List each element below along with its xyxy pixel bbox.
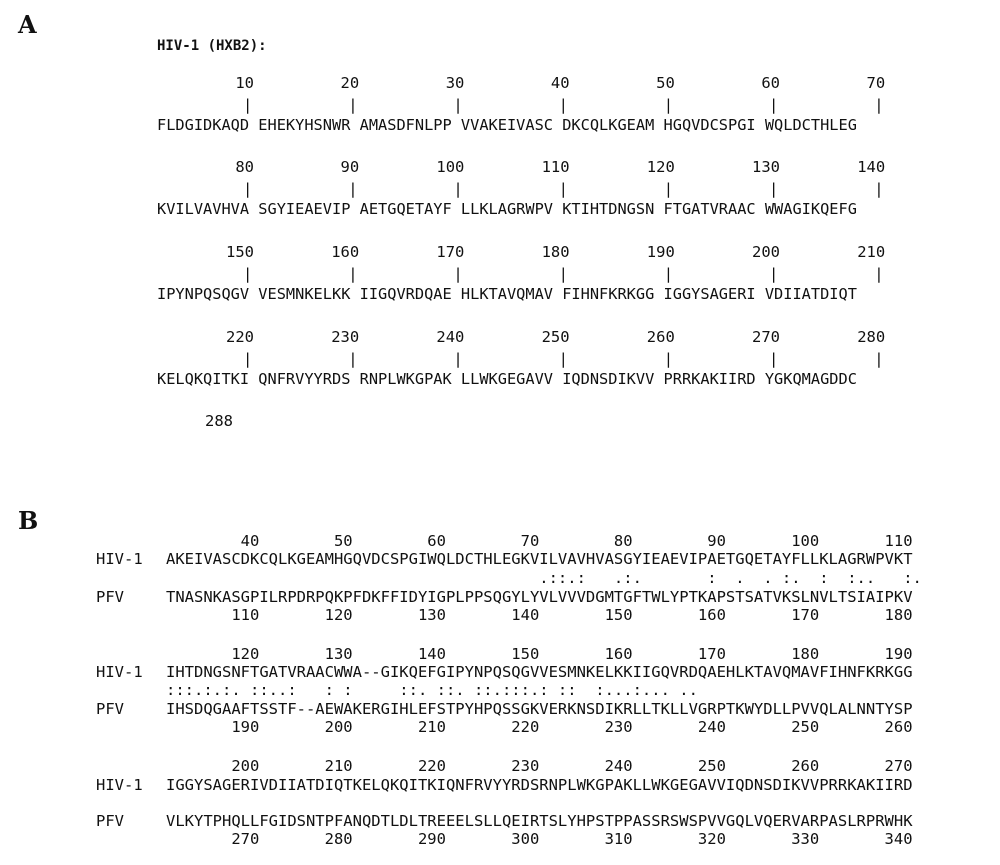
hiv-sequence: IGGYSAGERIVDIIATDIQTKELQKQITKIQNFRVYYRDSRNPLWKGPAKLLWKGEGAVVIQDNSDIKVVPRRKAKIIRD (166, 776, 913, 794)
protein-sequence: FLDGIDKAQD EHEKYHSNWR AMASDFNLPP VVAKEIVASC DKCQLKGEAM HGQVDCSPGI WQLDCTHLEG (157, 116, 857, 134)
position-tick: | (874, 96, 884, 114)
position-tick: | (769, 350, 779, 368)
position-tick: | (874, 350, 884, 368)
position-number: 100 (436, 158, 465, 176)
similarity-markers: .::.: .:. : . . :. : :.. :. (166, 569, 922, 587)
position-tick: | (243, 265, 253, 283)
pfv-sequence: VLKYTPHQLLFGIDSNTPFANQDTLDLTREEELSLLQEIRTSLYHPSTPPASSRSWSPVVGQLVQERVARPASLRPRWHK (166, 812, 913, 830)
position-tick: | (558, 350, 568, 368)
position-number: 170 (436, 243, 465, 261)
position-tick: | (769, 180, 779, 198)
position-tick: | (453, 350, 463, 368)
sequence-title: HIV-1 (HXB2): (157, 38, 267, 54)
position-tick: | (348, 265, 358, 283)
position-number: 280 (857, 328, 886, 346)
position-number: 70 (866, 74, 886, 92)
sequence-block (157, 74, 897, 134)
protein-sequence: IPYNPQSQGV VESMNKELKK IIGQVRDQAE HLKTAVQMAV FIHNFKRKGG IGGYSAGERI VDIIATDIQT (157, 285, 857, 303)
position-tick: | (663, 180, 674, 198)
position-number: 40 (550, 74, 570, 92)
hiv-sequence-name: HIV-1 (96, 663, 143, 681)
position-tick: | (558, 180, 568, 198)
position-tick: | (243, 180, 253, 198)
position-number: 140 (857, 158, 886, 176)
position-number: 180 (541, 243, 570, 261)
sequence-end-number: 288 (205, 412, 233, 430)
position-number: 60 (761, 74, 780, 92)
position-tick: | (348, 180, 358, 198)
position-tick: | (453, 265, 463, 283)
position-number: 120 (646, 158, 675, 176)
pfv-position-numbers: 270 280 290 300 310 320 330 340 (166, 830, 913, 848)
hiv-sequence-name: HIV-1 (96, 776, 143, 794)
position-number: 250 (541, 328, 570, 346)
position-number: 110 (541, 158, 570, 176)
position-number: 260 (646, 328, 675, 346)
position-tick: | (243, 350, 253, 368)
position-tick: | (348, 350, 358, 368)
pfv-position-numbers: 190 200 210 220 230 240 250 260 (166, 718, 913, 736)
hiv-position-numbers: 120 130 140 150 160 170 180 190 (166, 645, 913, 663)
position-tick: | (769, 96, 779, 114)
sequence-block (157, 243, 897, 303)
panel-a-label: A (18, 10, 37, 39)
position-number: 230 (331, 328, 360, 346)
position-number: 270 (752, 328, 780, 346)
position-number: 240 (436, 328, 465, 346)
position-number: 20 (340, 74, 360, 92)
sequence-block (157, 328, 897, 388)
position-tick: | (558, 96, 568, 114)
protein-sequence: KVILVAVHVA SGYIEAEVIP AETGQETAYF LLKLAGRWPV KTIHTDNGSN FTGATVRAAC WWAGIKQEFG (157, 200, 857, 218)
position-tick: | (874, 180, 884, 198)
position-tick: | (453, 96, 463, 114)
pfv-position-numbers: 110 120 130 140 150 160 170 180 (166, 606, 913, 624)
position-tick: | (453, 180, 463, 198)
position-number: 30 (445, 74, 465, 92)
pfv-sequence: IHSDQGAAFTSSTF--AEWAKERGIHLEFSTPYHPQSSGKVERKNSDIKRLLTKLLVGRPTKWYDLLPVVQLALNNTYSP (166, 700, 913, 718)
pfv-sequence-name: PFV (96, 588, 124, 606)
hiv-position-numbers: 200 210 220 230 240 250 260 270 (166, 757, 913, 775)
position-number: 50 (656, 74, 675, 92)
position-number: 190 (646, 243, 675, 261)
position-tick: | (243, 96, 253, 114)
position-number: 80 (235, 158, 254, 176)
sequence-block (157, 158, 897, 218)
hiv-sequence-name: HIV-1 (96, 550, 143, 568)
position-tick: | (769, 265, 779, 283)
position-tick: | (663, 350, 674, 368)
pfv-sequence-name: PFV (96, 812, 124, 830)
position-tick: | (348, 96, 358, 114)
position-number: 10 (235, 74, 254, 92)
position-number: 130 (752, 158, 780, 176)
position-tick: | (663, 265, 674, 283)
pfv-sequence: TNASNKASGPILRPDRPQKPFDKFFIDYIGPLPPSQGYLYVLVVVDGMTGFTWLYPTKAPSTSATVKSLNVLTSIAIPKV (166, 588, 913, 606)
position-tick: | (558, 265, 568, 283)
hiv-sequence: AKEIVASCDKCQLKGEAMHGQVDCSPGIWQLDCTHLEGKVILVAVHVASGYIEAEVIPAETGQETAYFLLKLAGRWPVKT (166, 550, 913, 568)
position-number: 210 (857, 243, 886, 261)
position-number: 90 (340, 158, 360, 176)
position-number: 200 (752, 243, 780, 261)
panel-b-label: B (18, 506, 39, 535)
protein-sequence: KELQKQITKI QNFRVYYRDS RNPLWKGPAK LLWKGEGAVV IQDNSDIKVV PRRKAKIIRD YGKQMAGDDC (157, 370, 857, 388)
position-number: 220 (226, 328, 254, 346)
position-number: 160 (331, 243, 360, 261)
hiv-sequence: IHTDNGSNFTGATVRAACWWA--GIKQEFGIPYNPQSQGVVESMNKELKKIIGQVRDQAEHLKTAVQMAVFIHNFKRKGG (166, 663, 913, 681)
hiv-position-numbers: 40 50 60 70 80 90 100 110 (166, 532, 913, 550)
position-tick: | (874, 265, 884, 283)
similarity-markers: :::.:.:. ::..: : : ::. ::. ::.:::.: :: :...:... .. (166, 681, 698, 699)
position-number: 150 (226, 243, 254, 261)
pfv-sequence-name: PFV (96, 700, 124, 718)
position-tick: | (663, 96, 674, 114)
